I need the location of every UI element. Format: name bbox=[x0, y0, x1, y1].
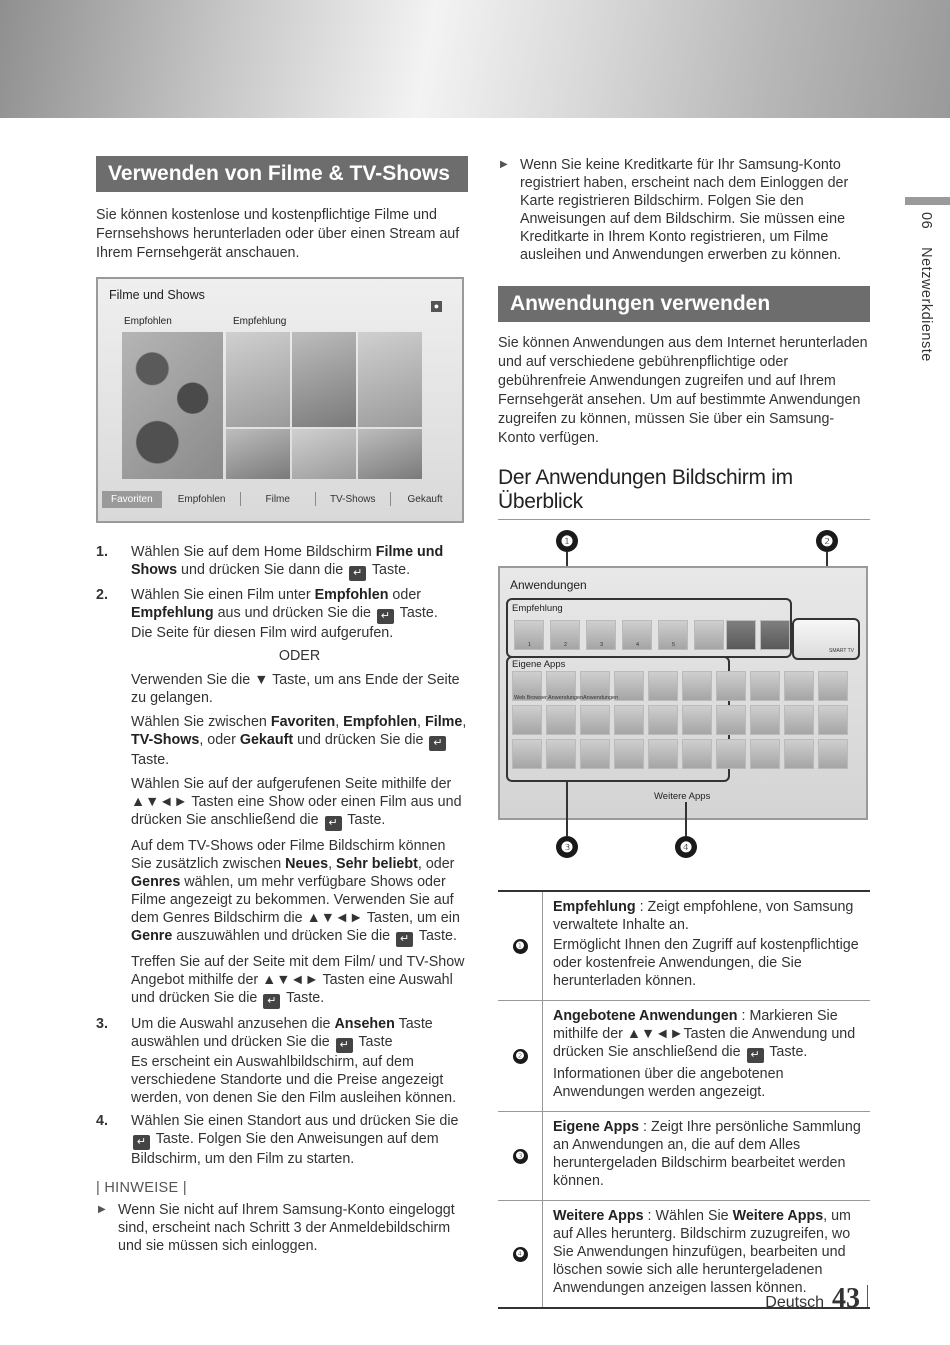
nav-favoriten[interactable]: Favoriten bbox=[102, 491, 162, 508]
step-1: 1. Wählen Sie auf dem Home Bildschirm Filme und Shows und drücken Sie dann die ↵ Taste. bbox=[96, 544, 444, 579]
enter-key-icon: ↵ bbox=[429, 736, 446, 751]
my-app-tile[interactable] bbox=[818, 705, 848, 735]
step-number: 3. bbox=[96, 1016, 108, 1032]
my-app-tile[interactable] bbox=[580, 705, 610, 735]
my-app-tile[interactable] bbox=[648, 739, 678, 769]
hinweise-heading: | HINWEISE | bbox=[96, 1180, 187, 1196]
smart-tv-promo[interactable] bbox=[792, 618, 860, 660]
chapter-label: Netzwerkdienste bbox=[918, 247, 934, 362]
screen-title: Filme und Shows bbox=[109, 288, 205, 302]
chapter-tab bbox=[918, 212, 934, 362]
tile-number: 4 bbox=[636, 642, 640, 648]
callout-line bbox=[566, 780, 568, 836]
step-2-para: Wählen Sie zwischen Favoriten, Empfohlen, Filme, TV-Shows, oder Gekauft und drücken Sie die ↵ Taste. bbox=[131, 714, 467, 768]
legend-table bbox=[498, 890, 870, 1309]
callout-3: ❸ bbox=[556, 836, 578, 858]
intro-filme: Sie können kostenlose und kostenpflichtige Filme und Fernsehshows herunterladen oder über einen Stream auf Ihrem Fernsehgerät anschauen. bbox=[96, 207, 460, 261]
thumbnail bbox=[292, 332, 356, 427]
thumbnail bbox=[358, 332, 422, 427]
step-4: 4. Wählen Sie einen Standort aus und drücken Sie die ↵ Taste. Folgen Sie den Anweisungen auf dem Bildschirm, um den Film zu starten. bbox=[96, 1113, 459, 1167]
step-number: 1. bbox=[96, 544, 108, 560]
filme-shows-screenshot bbox=[96, 277, 464, 523]
tile-number: 2 bbox=[564, 642, 568, 648]
note-text: Wenn Sie nicht auf Ihrem Samsung-Konto eingeloggt sind, erscheint nach Schritt 3 der Anmeldebildschirm und sie müssen sich einloggen. bbox=[118, 1202, 455, 1254]
app-label: Web Browser bbox=[514, 695, 547, 701]
note-text: Wenn Sie keine Kreditkarte für Ihr Samsung-Konto registriert haben, erscheint nach dem Einloggen der Karte registrieren Bildschirm. Folgen Sie den Anweisungen auf dem Bildschirm. Sie müssen eine Kreditkarte in Ihrem Konto registrieren, um Filme ausleihen und Anwendungen erwerben zu können. bbox=[520, 157, 849, 263]
my-app-tile[interactable] bbox=[784, 739, 814, 769]
oder-label: ODER bbox=[278, 648, 321, 664]
recommended-app-tile[interactable] bbox=[760, 620, 790, 650]
user-icon: ● bbox=[431, 301, 442, 312]
enter-key-icon: ↵ bbox=[396, 932, 413, 947]
row-number: ❹ bbox=[513, 1247, 528, 1262]
thumbnail bbox=[358, 429, 422, 479]
thumbnail bbox=[226, 332, 290, 427]
note-bullet bbox=[498, 156, 870, 264]
nav-empfohlen[interactable]: Empfohlen bbox=[177, 493, 226, 505]
screen-nav bbox=[102, 490, 458, 508]
step-2-para: Wählen Sie auf der aufgerufenen Seite mithilfe der ▲▼◄► Tasten eine Show oder einen Film aus und drücken Sie anschließend die ↵ Taste. bbox=[131, 776, 462, 829]
row-number: ❷ bbox=[513, 1049, 528, 1064]
apps-screenshot-diagram bbox=[498, 530, 870, 870]
table-row: ❸ Eigene Apps : Zeigt Ihre persönliche Sammlung an Anwendungen an, die auf dem Alles heruntergeladen Bildschirm bearbeitet werden können. bbox=[498, 1112, 870, 1201]
chapter-number: 06 bbox=[918, 212, 934, 230]
nav-separator bbox=[315, 492, 316, 506]
my-app-tile[interactable] bbox=[546, 739, 576, 769]
nav-tv-shows[interactable]: TV-Shows bbox=[329, 493, 376, 505]
note-bullet bbox=[96, 1201, 468, 1255]
enter-key-icon: ↵ bbox=[133, 1135, 150, 1150]
apps-screen-title: Anwendungen bbox=[510, 578, 587, 592]
row-number: ❸ bbox=[513, 1149, 528, 1164]
my-app-tile[interactable] bbox=[750, 705, 780, 735]
apps-screen bbox=[498, 566, 868, 820]
left-column bbox=[96, 156, 468, 1255]
triangle-bullet-icon: ▶ bbox=[500, 159, 508, 170]
my-app-tile[interactable] bbox=[750, 739, 780, 769]
my-app-tile[interactable] bbox=[682, 739, 712, 769]
app-label: Anwendungen bbox=[548, 695, 584, 701]
my-app-tile[interactable] bbox=[614, 705, 644, 735]
label-empfehlung: Empfehlung bbox=[233, 316, 287, 327]
my-app-tile[interactable] bbox=[648, 705, 678, 735]
nav-filme[interactable]: Filme bbox=[265, 493, 290, 505]
row-number: ❶ bbox=[513, 939, 528, 954]
step-2-para: Auf dem TV-Shows oder Filme Bildschirm können Sie zusätzlich zwischen Neues, Sehr beliebt, oder Genres wählen, um mehr verfügbare Shows oder Filme angezeigt zu bekommen. Verwenden Sie auf dem Genres Bildschirm die ▲▼◄► Tasten, um ein Genre auszuwählen und drücken Sie die ↵ Taste. bbox=[131, 838, 460, 945]
my-app-tile[interactable] bbox=[784, 705, 814, 735]
recommended-app-tile[interactable] bbox=[694, 620, 724, 650]
steps-list bbox=[96, 543, 468, 1168]
step-2-para: Verwenden Sie die ▼ Taste, um ans Ende der Seite zu gelangen. bbox=[131, 672, 460, 706]
enter-key-icon: ↵ bbox=[263, 994, 280, 1009]
section-title-anwendungen: Anwendungen verwenden bbox=[498, 286, 870, 322]
header-banner bbox=[0, 0, 950, 118]
callout-line bbox=[685, 802, 687, 836]
my-app-tile[interactable] bbox=[580, 739, 610, 769]
tile-number: 1 bbox=[528, 642, 532, 648]
apps-section-empfehlung: Empfehlung bbox=[512, 603, 563, 614]
my-app-tile[interactable] bbox=[818, 739, 848, 769]
my-app-tile[interactable] bbox=[716, 739, 746, 769]
table-row: ❷ Angebotene Anwendungen : Markieren Sie mithilfe der ▲▼◄►Tasten die Anwendung und drücken Sie anschließend die ↵ Taste. Informationen über die angebotenen Anwendungen werden angezeigt. bbox=[498, 1001, 870, 1112]
label-empfohlen: Empfohlen bbox=[124, 316, 172, 327]
my-app-tile[interactable] bbox=[682, 705, 712, 735]
apps-section-eigene: Eigene Apps bbox=[512, 659, 566, 670]
featured-thumbnail bbox=[122, 332, 223, 479]
my-app-tile[interactable] bbox=[512, 705, 542, 735]
subheading-overview: Der Anwendungen Bildschirm im Überblick bbox=[498, 466, 870, 520]
tile-number: 5 bbox=[672, 642, 676, 648]
callout-2: ❷ bbox=[816, 530, 838, 552]
my-app-tile[interactable] bbox=[750, 671, 780, 701]
callout-1: ❶ bbox=[556, 530, 578, 552]
app-label: Anwendungen bbox=[583, 695, 619, 701]
step-number: 2. bbox=[96, 587, 108, 603]
footer-divider bbox=[867, 1285, 868, 1307]
tile-number: 3 bbox=[600, 642, 604, 648]
my-app-tile[interactable] bbox=[648, 671, 678, 701]
table-row: ❶ Empfehlung : Zeigt empfohlene, von Samsung verwaltete Inhalte an. Ermöglicht Ihnen den Zugriff auf kostenpflichtige oder kostenfreie Anwendungen, die Sie herunterladen können. bbox=[498, 892, 870, 1001]
thumbnail bbox=[226, 429, 290, 479]
my-app-tile[interactable] bbox=[818, 671, 848, 701]
thumbnail bbox=[292, 429, 356, 479]
page-number: 43 bbox=[832, 1283, 860, 1314]
enter-key-icon: ↵ bbox=[349, 566, 366, 581]
smart-tv-label: SMART TV bbox=[828, 648, 854, 654]
enter-key-icon: ↵ bbox=[325, 816, 342, 831]
nav-separator bbox=[240, 492, 241, 506]
enter-key-icon: ↵ bbox=[336, 1038, 353, 1053]
footer-language: Deutsch bbox=[765, 1294, 824, 1311]
step-3: 3. Um die Auswahl anzusehen die Ansehen Taste auswählen und drücken Sie die ↵ Taste Es erscheint ein Auswahlbildschirm, auf dem verschiedene Standorte und die Preise angezeigt werden, von denen Sie den Film ausleihen können. bbox=[96, 1016, 457, 1106]
my-app-tile[interactable] bbox=[512, 739, 542, 769]
my-app-tile[interactable] bbox=[614, 739, 644, 769]
step-2: 2. Wählen Sie einen Film unter Empfohlen oder Empfehlung aus und drücken Sie die ↵ Taste. Die Seite für diesen Film wird aufgerufen. bbox=[96, 587, 438, 641]
page-footer bbox=[765, 1283, 868, 1315]
my-app-tile[interactable] bbox=[682, 671, 712, 701]
nav-gekauft[interactable]: Gekauft bbox=[407, 493, 443, 505]
my-app-tile[interactable] bbox=[546, 705, 576, 735]
my-app-tile[interactable] bbox=[784, 671, 814, 701]
my-app-tile[interactable] bbox=[614, 671, 644, 701]
right-column bbox=[498, 156, 870, 1309]
step-2-para: Treffen Sie auf der Seite mit dem Film/ und TV-Show Angebot mithilfe der ▲▼◄► Tasten eine Auswahl und drücken Sie die ↵ Taste. bbox=[131, 954, 465, 1007]
recommended-app-tile[interactable] bbox=[726, 620, 756, 650]
triangle-bullet-icon: ▶ bbox=[98, 1204, 106, 1215]
callout-4: ❹ bbox=[675, 836, 697, 858]
section-title-filme: Verwenden von Filme & TV-Shows bbox=[96, 156, 468, 192]
step-number: 4. bbox=[96, 1113, 108, 1129]
nav-separator bbox=[390, 492, 391, 506]
weitere-apps-button[interactable]: Weitere Apps bbox=[654, 791, 711, 802]
my-app-tile[interactable] bbox=[716, 671, 746, 701]
enter-key-icon: ↵ bbox=[377, 609, 394, 624]
enter-key-icon: ↵ bbox=[747, 1048, 764, 1063]
chapter-tab-bar bbox=[905, 197, 950, 205]
my-app-tile[interactable] bbox=[716, 705, 746, 735]
intro-anwendungen: Sie können Anwendungen aus dem Internet herunterladen und auf verschiedene gebührenpflichtige oder gebührenfreie Anwendungen zugreifen und auf Ihrem Fernsehgerät ansehen. Um auf bestimmte Anwendungen zugreifen zu können, müssen Sie über ein Samsung-Konto verfügen. bbox=[498, 335, 868, 446]
table-row: ❹ Weitere Apps : Wählen Sie Weitere Apps, um auf Alles herunterg. Bildschirm zuzugreifen, wo Sie Anwendungen hinzufügen, bearbeiten und löschen sowie sich alle heruntergeladenen Anwendungen anzeigen lassen können. bbox=[498, 1201, 870, 1307]
